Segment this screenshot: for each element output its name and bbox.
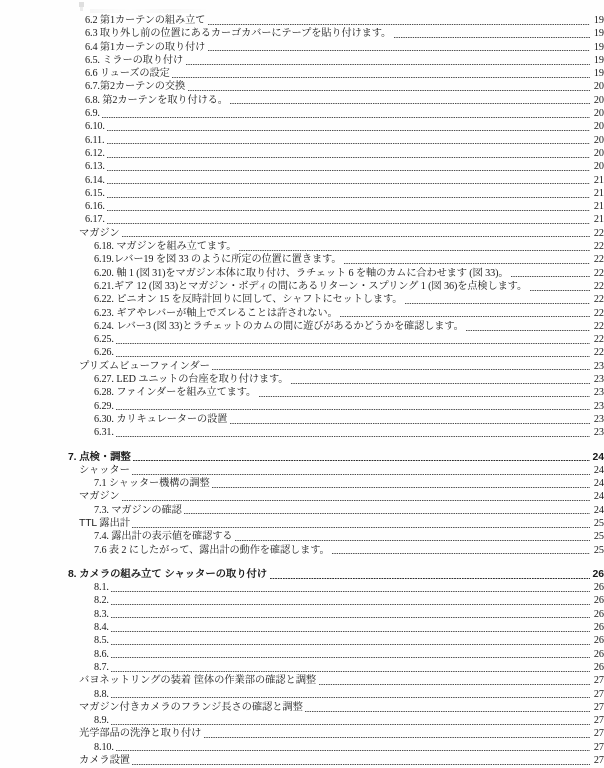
toc-entry[interactable] [0,504,604,517]
toc-entry-label: 8.4. [94,622,109,634]
toc-page-number: 23 [593,360,604,372]
toc-page-number: 22 [593,241,604,253]
toc-entry-label: マガジン付きカメラのフランジ長さの確認と調整 [79,701,303,713]
toc-page-number: 23 [593,387,604,399]
toc-leader-dots [344,263,590,264]
toc-page-number: 25 [593,531,604,543]
toc-leader-dots [208,50,590,51]
toc-page-number: 22 [593,227,604,239]
toc-page-number: 26 [593,635,604,647]
toc-page-number: 26 [593,595,604,607]
toc-leader-dots [132,764,589,765]
toc-entry[interactable] [0,594,604,607]
toc-entry-label: 6.2 第1カーテンの組み立て [85,15,206,26]
toc-page-number: 20 [593,134,604,146]
toc-page-number: 19 [593,68,604,80]
toc-entry[interactable] [0,187,604,200]
toc-entry[interactable] [0,517,604,530]
toc-page-number: 26 [592,568,604,580]
toc-entry-label: 8.7. [94,661,109,673]
toc-page-number: 19 [593,15,604,26]
toc-entry[interactable] [0,477,604,490]
toc-page-number: 23 [593,400,604,412]
toc-entry-label: 6.16. [85,201,105,213]
toc-entry-label: 6.31. [94,427,114,439]
toc-entry-label: 6.7.第2カーテンの交換 [85,81,186,93]
toc-leader-dots [208,24,590,25]
scan-smudge [90,9,210,13]
toc-entry[interactable] [0,544,604,557]
toc-entry[interactable] [0,346,604,359]
toc-page-number: 26 [593,648,604,660]
toc-leader-dots [107,130,589,131]
toc-entry[interactable] [0,253,604,266]
toc-page-number: 19 [593,54,604,66]
toc-page-number: 21 [593,187,604,199]
toc-entry[interactable] [0,674,604,687]
toc-leader-dots [107,183,589,184]
toc-leader-dots [111,604,589,605]
toc-entry[interactable] [0,160,604,173]
toc-entry[interactable] [0,701,604,714]
toc-page-number: 24 [593,478,604,490]
toc-entry-label: プリズムビューファインダー [79,360,210,372]
scan-artifact-secondary [80,7,83,11]
toc-leader-dots [212,487,589,488]
toc-entry-label: 7.3. マガジンの確認 [94,504,182,516]
toc-leader-dots [319,684,590,685]
toc-entry-label: 8.3. [94,608,109,620]
toc-entry[interactable] [0,80,604,93]
toc-leader-dots [133,460,589,461]
toc-page-number: 21 [593,214,604,226]
toc-entry-label: 6.30. カリキュレーターの設置 [94,413,228,425]
toc-entry-label: 6.28. ファインダーを組み立てます。 [94,387,257,399]
toc-entry-label: 6.3 取り外し前の位置にあるカーゴカバーにテープを貼り付けます。 [85,28,392,40]
toc-entry[interactable] [0,200,604,213]
toc-entry[interactable] [0,360,604,373]
toc-page-number: 20 [593,161,604,173]
toc-leader-dots [270,578,590,579]
toc-leader-dots [116,343,589,344]
toc-entry-label: 8.2. [94,595,109,607]
toc-page-number: 24 [593,464,604,476]
toc-leader-dots [186,64,590,65]
toc-page-number: 22 [593,280,604,292]
toc-entry-label: 6.21.ギア 12 (図 33)とマガジン・ボディの間にあるリターン・スプリング 1 (図 36)を点検します。 [94,280,528,292]
toc-leader-dots [107,197,589,198]
toc-entry[interactable] [0,621,604,634]
toc-entry[interactable] [0,107,604,120]
toc-leader-dots [204,737,590,738]
toc-entry[interactable] [0,280,604,293]
toc-entry-label: 8.5. [94,635,109,647]
toc-leader-dots [230,423,590,424]
toc-leader-dots [116,436,589,437]
toc-entry[interactable] [0,120,604,133]
toc-entry-label: 7. 点検・調整 [68,451,131,463]
toc-leader-dots [466,330,589,331]
toc-entry-label: TTL 露出計 [79,517,130,529]
toc-entry[interactable] [0,754,604,767]
toc-entry-label: 6.8. 第2カーテンを取り付ける。 [85,94,228,106]
toc-entry-label: 6.13. [85,161,105,173]
toc-leader-dots [132,527,589,528]
toc-page-number: 27 [593,728,604,740]
toc-entry-label: バヨネットリングの装着 筐体の作業部の確認と調整 [79,675,317,687]
toc-entry[interactable] [0,267,604,280]
toc-leader-dots [107,223,589,224]
toc-entry[interactable] [0,134,604,147]
toc-entry[interactable] [0,333,604,346]
toc-page-number: 20 [593,147,604,159]
toc-entry-label: 6.18. マガジンを組み立てます。 [94,241,237,253]
toc-leader-dots [511,276,590,277]
toc-leader-dots [107,143,590,144]
toc-entry-label: 光学部品の洗浄と取り付け [79,728,202,740]
toc-page-number: 27 [593,675,604,687]
toc-entry[interactable] [0,307,604,320]
toc-page-number: 24 [593,491,604,503]
toc-entry[interactable] [0,373,604,386]
toc-entry-label: 6.6 リューズの設定 [85,68,170,80]
toc-entry[interactable] [0,741,604,754]
toc-entry-label: 6.9. [85,108,100,120]
toc-leader-dots [111,617,589,618]
toc-page-number: 26 [593,608,604,620]
toc-page-number: 27 [593,715,604,727]
toc-entry-label: シャッター [79,464,130,476]
toc-entry-label: 7.4. 露出計の表示値を確認する [94,531,233,543]
toc-entry-label: 6.4 第1カーテンの取り付け [85,41,206,53]
toc-entry[interactable] [0,413,604,426]
toc-page-number: 20 [593,81,604,93]
toc-page-number: 25 [593,544,604,556]
toc-entry-label: 6.27. LED ユニットの台座を取り付けます。 [94,374,289,386]
toc-entry-label: 6.19.レバー19 を図 33 のように所定の位置に置きます。 [94,254,342,266]
toc-leader-dots [111,697,589,698]
toc-leader-dots [116,750,589,751]
toc-leader-dots [111,657,589,658]
toc-entry[interactable] [0,174,604,187]
toc-leader-dots [111,631,589,632]
toc-entry[interactable] [0,634,604,647]
toc-entry-label: 6.24. レバー3 (図 33)とラチェットのカムの間に遊びがあるかどうかを確認します。 [94,320,464,332]
toc-entry-label: 6.17. [85,214,105,226]
toc-entry[interactable] [0,27,604,40]
toc-entry[interactable] [0,400,604,413]
toc-leader-dots [305,711,589,712]
toc-entry[interactable] [0,14,604,27]
toc-entry[interactable] [0,293,604,306]
toc-leader-dots [259,396,590,397]
toc-entry[interactable] [0,320,604,333]
toc-entry[interactable] [0,451,604,464]
toc-leader-dots [235,540,590,541]
toc-page-number: 27 [593,701,604,713]
toc-page-number: 22 [593,334,604,346]
toc-entry-label: 6.10. [85,121,105,133]
toc-leader-dots [291,383,590,384]
toc-entry[interactable] [0,147,604,160]
toc-page-number: 21 [593,201,604,213]
toc-entry-label: 6.22. ピニオン 15 を反時計回りに回して、シャフトにセットします。 [94,294,403,306]
toc-page-number: 26 [593,661,604,673]
toc-page-number: 22 [593,307,604,319]
toc-entry-label: 8.10. [94,741,114,753]
toc-leader-dots [102,117,589,118]
toc-page-number: 19 [593,28,604,40]
toc-entry[interactable] [0,608,604,621]
toc-leader-dots [122,236,589,237]
toc-entry[interactable] [0,727,604,740]
toc-entry-label: 6.15. [85,187,105,199]
toc-leader-dots [332,553,589,554]
toc-leader-dots [111,591,589,592]
toc-page-number: 27 [593,741,604,753]
table-of-contents [0,14,604,767]
toc-page-number: 22 [593,347,604,359]
toc-entry[interactable] [0,386,604,399]
toc-entry-label: 6.20. 軸 1 (図 31)をマガジン本体に取り付け、ラチェット 6 を軸のカムに合わせます (図 33)。 [94,267,509,279]
toc-entry[interactable] [0,240,604,253]
toc-page-number: 26 [593,582,604,594]
toc-entry-label: 6.5. ミラーの取り付け [85,54,184,66]
toc-entry[interactable] [0,714,604,727]
toc-entry-label: 8.9. [94,715,109,727]
toc-page-number: 26 [593,622,604,634]
toc-leader-dots [340,316,589,317]
toc-entry-label: 8. カメラの組み立て シャッターの取り付け [68,568,268,580]
toc-page-number: 23 [593,427,604,439]
toc-page-number: 23 [593,413,604,425]
toc-page-number: 22 [593,294,604,306]
toc-page-number: 20 [593,94,604,106]
toc-entry[interactable] [0,464,604,477]
toc-entry[interactable] [0,213,604,226]
toc-entry-label: 6.14. [85,174,105,186]
toc-page-number: 24 [592,451,604,463]
toc-page-number: 19 [593,41,604,53]
toc-leader-dots [172,77,589,78]
toc-entry[interactable] [0,530,604,543]
toc-entry[interactable] [0,94,604,107]
toc-entry-label: マガジン [79,491,120,503]
toc-page-number: 25 [593,517,604,529]
toc-page-number: 22 [593,267,604,279]
toc-leader-dots [122,500,589,501]
toc-leader-dots [107,210,589,211]
toc-leader-dots [116,409,589,410]
toc-page-number: 24 [593,504,604,516]
toc-leader-dots [111,724,589,725]
toc-entry-label: カメラ設置 [79,755,130,767]
toc-leader-dots [212,369,589,370]
toc-page-number: 20 [593,121,604,133]
toc-page-number: 23 [593,374,604,386]
toc-page-number: 27 [593,688,604,700]
toc-entry[interactable] [0,661,604,674]
toc-entry-label: 6.11. [85,134,105,146]
toc-entry[interactable] [0,648,604,661]
toc-entry-label: 6.12. [85,147,105,159]
toc-leader-dots [394,37,590,38]
toc-page-number: 22 [593,254,604,266]
toc-entry-label: 8.6. [94,648,109,660]
toc-leader-dots [111,644,589,645]
toc-leader-dots [116,356,589,357]
toc-entry[interactable] [0,688,604,701]
toc-entry[interactable] [0,426,604,439]
toc-entry-label: 7.1 シャッター機構の調整 [94,478,210,490]
toc-entry[interactable] [0,54,604,67]
toc-entry[interactable] [0,67,604,80]
toc-entry-label: 6.23. ギアやレバーが軸上でズレることは許されない。 [94,307,338,319]
toc-entry-label: 8.1. [94,582,109,594]
toc-leader-dots [405,303,590,304]
toc-leader-dots [107,170,589,171]
toc-entry-label: マガジン [79,227,120,239]
toc-leader-dots [111,671,589,672]
toc-entry[interactable] [0,581,604,594]
toc-entry[interactable] [0,227,604,240]
toc-page-number: 27 [593,755,604,767]
toc-leader-dots [239,250,590,251]
toc-leader-dots [184,513,589,514]
toc-leader-dots [530,290,590,291]
toc-entry[interactable] [0,490,604,503]
toc-leader-dots [132,474,589,475]
toc-entry-label: 6.25. [94,334,114,346]
toc-entry[interactable] [0,568,604,581]
toc-leader-dots [188,90,590,91]
toc-entry-label: 8.8. [94,688,109,700]
toc-leader-dots [230,103,589,104]
toc-entry-label: 6.26. [94,347,114,359]
toc-page-number: 20 [593,108,604,120]
toc-entry-label: 6.29. [94,400,114,412]
toc-entry[interactable] [0,41,604,54]
toc-page-number: 21 [593,174,604,186]
toc-page-number: 22 [593,320,604,332]
toc-leader-dots [107,157,589,158]
toc-entry-label: 7.6 表 2 にしたがって、露出計の動作を確認します。 [94,544,330,556]
